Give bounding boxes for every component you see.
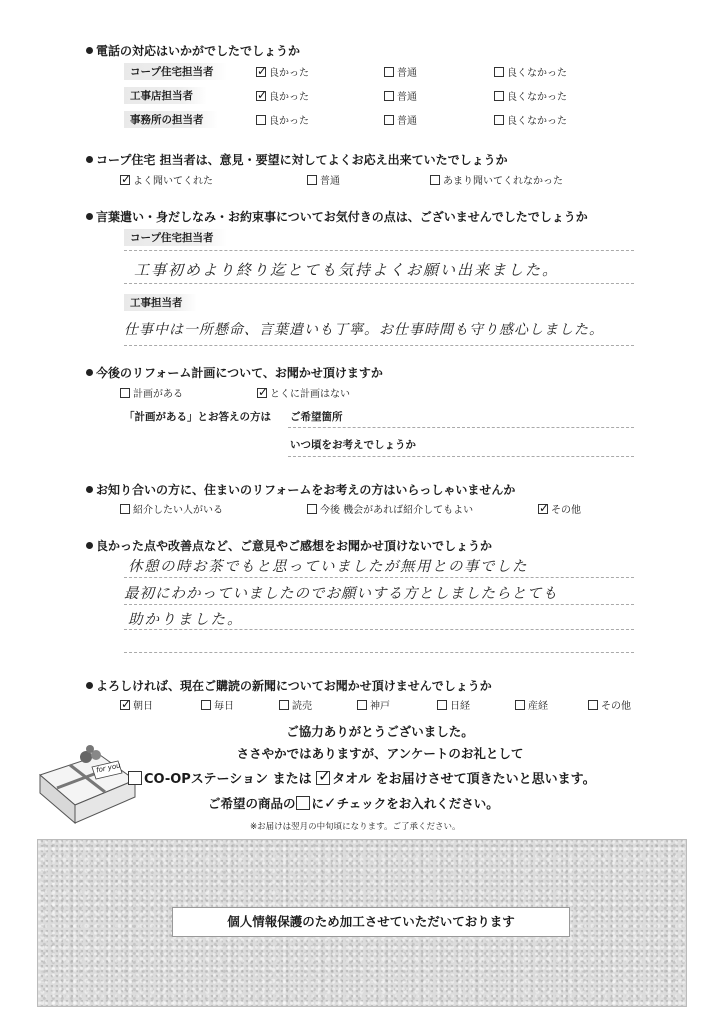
q1-row1-opt2[interactable]: 普通	[384, 64, 417, 79]
q1-row3-opt1[interactable]: 良かった	[256, 112, 309, 127]
gift-choice-line	[128, 768, 596, 787]
q1-row3-opt3[interactable]: 良くなかった	[494, 112, 567, 127]
q4-followup-label: 「計画がある」とお答えの方は	[124, 411, 271, 423]
send-text: をお届けさせて頂きたいと思います。	[375, 772, 596, 787]
q7-opt5[interactable]: 日経	[437, 697, 470, 712]
answer-line	[288, 456, 634, 457]
q4-place-label: ご希望箇所	[290, 411, 343, 423]
gift2-checkbox[interactable]	[316, 771, 330, 785]
q4-opt1[interactable]: 計画がある	[120, 385, 183, 400]
q3-coop-label: コープ住宅担当者	[124, 229, 227, 246]
q1-row2-opt3[interactable]: 良くなかった	[494, 88, 567, 103]
privacy-mask-label: 個人情報保護のため加工させていただいております	[172, 907, 570, 937]
q4-opt2[interactable]: ✓ とくに計画はない	[257, 385, 350, 400]
q2-opt2[interactable]: 普通	[307, 172, 340, 187]
checkbox-icon[interactable]	[588, 700, 598, 710]
checkbox-checked-icon[interactable]	[120, 700, 130, 710]
q5-opt2[interactable]: 今後 機会があれば紹介してもよい	[307, 501, 473, 516]
gift-tag-text: for you	[95, 761, 122, 775]
example-checkbox-icon	[296, 796, 310, 810]
checkbox-icon[interactable]	[384, 115, 394, 125]
q1-title: 電話の対応はいかがでしたでしょうか	[86, 42, 300, 59]
answer-line	[124, 629, 634, 630]
or-text: または	[272, 772, 312, 787]
checkbox-icon[interactable]	[494, 115, 504, 125]
checkbox-icon[interactable]	[307, 175, 317, 185]
thanks-line2: ささやかではありますが、アンケートのお礼として	[236, 746, 524, 761]
q1-row3-label: 事務所の担当者	[124, 111, 218, 128]
q3-koji-label: 工事担当者	[124, 294, 197, 311]
checkbox-icon[interactable]	[256, 115, 266, 125]
q6-answer-line2[interactable]: 最初にわかっていましたのでお願いする方としましたらとても	[124, 586, 558, 602]
checkmark-icon: ✓	[324, 794, 337, 812]
gift2-label: タオル	[332, 772, 372, 787]
check-instruction: ご希望の商品の に✓チェックをお入れください。	[208, 794, 499, 812]
checkbox-icon[interactable]	[307, 504, 317, 514]
q3-koji-answer[interactable]: 仕事中は一所懸命、言葉遣いも丁寧。お仕事時間も守り感心しました。	[124, 322, 604, 338]
answer-line	[124, 250, 634, 251]
checkbox-checked-icon[interactable]	[257, 388, 267, 398]
q5-title: お知り合いの方に、住まいのリフォームをお考えの方はいらっしゃいませんか	[86, 481, 515, 498]
q6-answer-line1[interactable]: 休憩の時お茶でもと思っていましたが無用との事でした	[128, 559, 528, 575]
q6-title: 良かった点や改善点など、ご意見やご感想をお聞かせ頂けないでしょうか	[86, 537, 492, 554]
answer-line	[124, 283, 634, 284]
q6-answer-line3[interactable]: 助かりました。	[128, 612, 244, 628]
q7-title: よろしければ、現在ご購読の新聞についてお聞かせ頂けませんでしょうか	[86, 677, 492, 694]
answer-line	[124, 577, 634, 578]
answer-line	[288, 427, 634, 428]
checkbox-icon[interactable]	[279, 700, 289, 710]
q7-opt6[interactable]: 産経	[515, 697, 548, 712]
q1-row2-label: 工事店担当者	[124, 87, 207, 104]
checkbox-icon[interactable]	[201, 700, 211, 710]
q7-opt1[interactable]: ✓ 朝日	[120, 697, 153, 712]
answer-line	[124, 345, 634, 346]
gift1-label: CO-OPステーション	[144, 772, 269, 787]
gift-box-icon	[30, 735, 140, 830]
q1-row2-opt1[interactable]: ✓ 良かった	[256, 88, 309, 103]
q1-row1-opt3[interactable]: 良くなかった	[494, 64, 567, 79]
q1-row2-opt2[interactable]: 普通	[384, 88, 417, 103]
q7-opt3[interactable]: 読売	[279, 697, 312, 712]
q5-opt3[interactable]: ✓ その他	[538, 501, 581, 516]
q3-coop-answer[interactable]: 工事初めより終り迄とても気持よくお願い出来ました。	[134, 261, 560, 279]
answer-line	[124, 652, 634, 653]
checkbox-icon[interactable]	[384, 91, 394, 101]
gift1-checkbox[interactable]	[128, 771, 142, 785]
q7-opt4[interactable]: 神戸	[357, 697, 390, 712]
delivery-note: ※お届けは翌月の中旬頃になります。ご了承ください。	[250, 822, 461, 832]
checkbox-checked-icon[interactable]	[120, 175, 130, 185]
q2-opt3[interactable]: あまり聞いてくれなかった	[430, 172, 563, 187]
q2-opt1[interactable]: ✓ よく聞いてくれた	[120, 172, 213, 187]
q5-opt1[interactable]: 紹介したい人がいる	[120, 501, 223, 516]
checkbox-icon[interactable]	[120, 504, 130, 514]
checkbox-checked-icon[interactable]	[256, 67, 266, 77]
answer-line	[124, 604, 634, 605]
q7-opt2[interactable]: 毎日	[201, 697, 234, 712]
checkbox-icon[interactable]	[515, 700, 525, 710]
checkbox-icon[interactable]	[494, 67, 504, 77]
checkbox-icon[interactable]	[357, 700, 367, 710]
checkbox-checked-icon[interactable]	[256, 91, 266, 101]
q1-row3-opt2[interactable]: 普通	[384, 112, 417, 127]
q1-row1-label: コープ住宅担当者	[124, 63, 227, 80]
q2-title: コープ住宅 担当者は、意見・要望に対してよくお応え出来ていたでしょうか	[86, 151, 508, 168]
q7-opt7[interactable]: その他	[588, 697, 631, 712]
checkbox-icon[interactable]	[430, 175, 440, 185]
q4-title: 今後のリフォーム計画について、お聞かせ頂けますか	[86, 364, 383, 381]
q1-row1-opt1[interactable]: ✓ 良かった	[256, 64, 309, 79]
q4-time-label: いつ頃をお考えでしょうか	[290, 439, 416, 451]
checkbox-icon[interactable]	[384, 67, 394, 77]
checkbox-checked-icon[interactable]	[538, 504, 548, 514]
thanks-line1: ご協力ありがとうございました。	[286, 724, 474, 739]
q3-title: 言葉遣い・身だしなみ・お約束事についてお気付きの点は、ございませんでしたでしょうか	[86, 208, 588, 225]
checkbox-icon[interactable]	[437, 700, 447, 710]
checkbox-icon[interactable]	[120, 388, 130, 398]
checkbox-icon[interactable]	[494, 91, 504, 101]
